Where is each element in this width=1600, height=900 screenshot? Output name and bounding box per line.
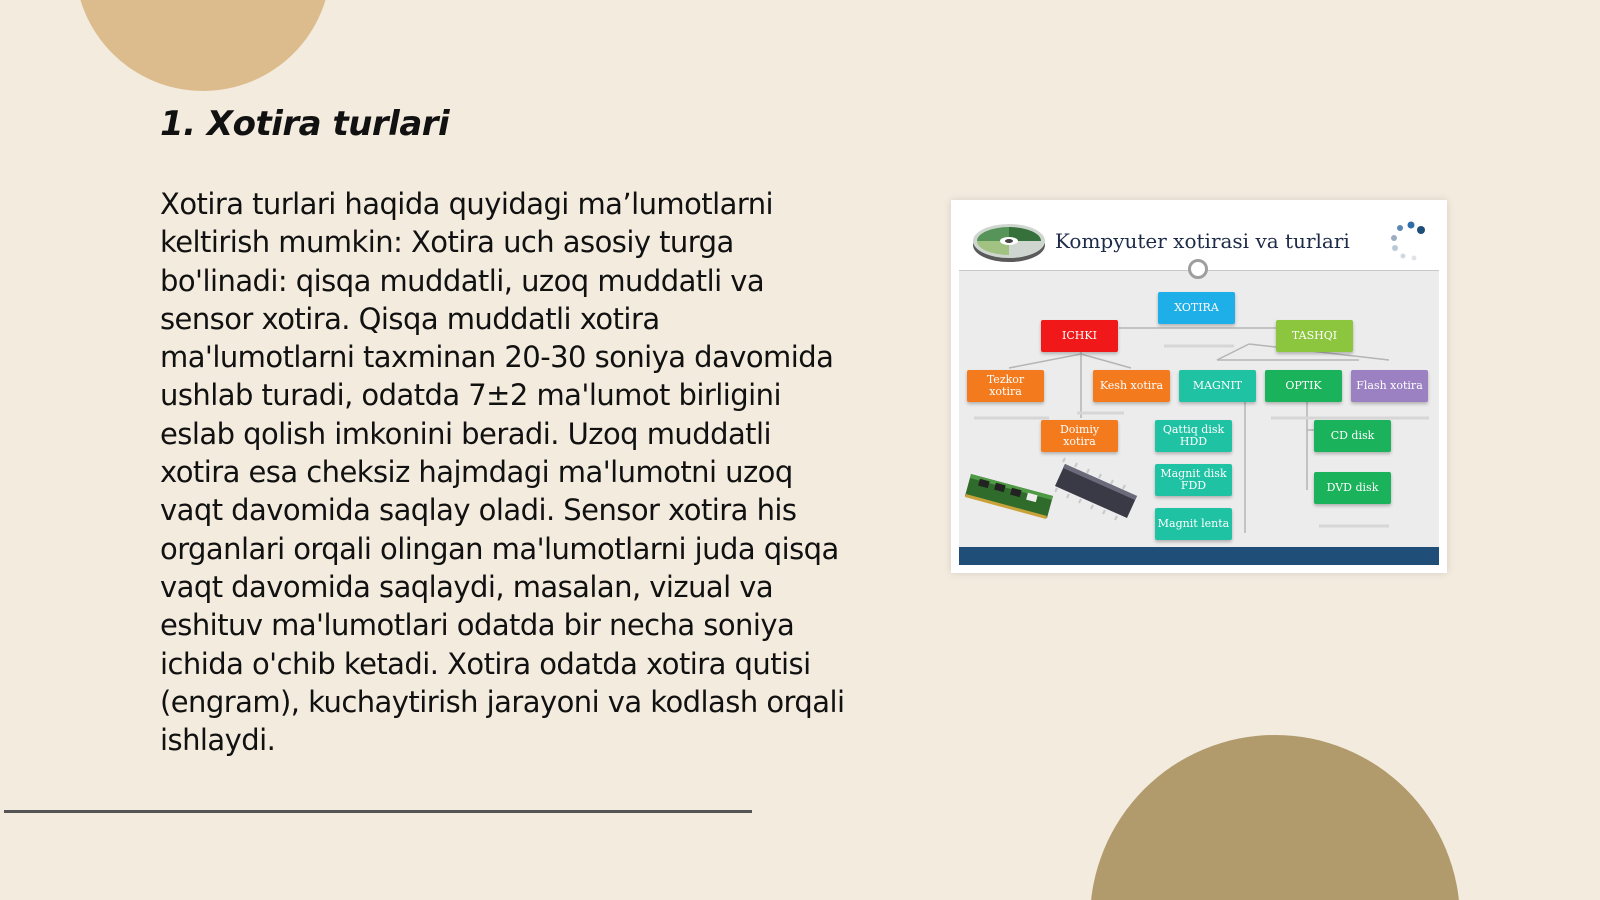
slide-body-text: Xotira turlari haqida quyidagi ma’lumotlarni keltirish mumkin: Xotira uch asosiy turga bo'linadi: qisqa muddatli, uzoq muddatli va sensor xotira. Qisqa muddatli xotira ma'lumotlarni taxminan 20-30 soniya davomida ushlab turadi, odatda 7±2 ma'lumot birligini eslab qolish imkonini beradi. Uzoq muddatli xotira esa cheksiz hajmdagi ma'lumotni uzoq vaqt davomida saqlay oladi. Sensor xotira his organlari orqali olingan ma'lumotlarni juda qisqa vaqt davomida saqlaydi, masalan, vizual va eshituv ma'lumotlari odatda bir necha soniya ichida o'chib ketadi. Xotira odatda xotira qutisi (engram), kuchaytirish jarayoni va kodlash orqali ishlaydi. bbox=[160, 187, 845, 758]
figure-canvas bbox=[959, 208, 1439, 565]
figure-title: Kompyuter xotirasi va turlari bbox=[1055, 229, 1350, 253]
node-tezkor-xotira: Tezkor xotira bbox=[967, 370, 1044, 402]
node-ichki: ICHKI bbox=[1041, 320, 1118, 352]
decorative-circle-top bbox=[75, 0, 331, 91]
ram-module-icon bbox=[965, 464, 1060, 524]
node-flash-xotira: Flash xotira bbox=[1351, 370, 1428, 402]
node-tashqi: TASHQI bbox=[1276, 320, 1353, 352]
node-xotira: XOTIRA bbox=[1158, 292, 1235, 324]
slide-title: 1. Xotira turlari bbox=[160, 104, 450, 144]
node-optik: OPTIK bbox=[1265, 370, 1342, 402]
memory-types-figure bbox=[951, 200, 1447, 573]
node-qattiq-disk: Qattiq disk HDD bbox=[1155, 420, 1232, 452]
node-kesh-xotira: Kesh xotira bbox=[1093, 370, 1170, 402]
memory-chip-icon bbox=[1055, 456, 1145, 526]
node-magnit-lenta: Magnit lenta bbox=[1155, 508, 1232, 540]
node-magnit-disk: Magnit disk FDD bbox=[1155, 464, 1232, 496]
decorative-circle-bottom bbox=[1090, 735, 1460, 900]
figure-footer-bar bbox=[959, 547, 1439, 565]
node-dvd-disk: DVD disk bbox=[1314, 472, 1391, 504]
node-magnit: MAGNIT bbox=[1179, 370, 1256, 402]
node-cd-disk: CD disk bbox=[1314, 420, 1391, 452]
node-doimiy-xotira: Doimiy xotira bbox=[1041, 420, 1118, 452]
horizontal-divider bbox=[4, 810, 752, 813]
